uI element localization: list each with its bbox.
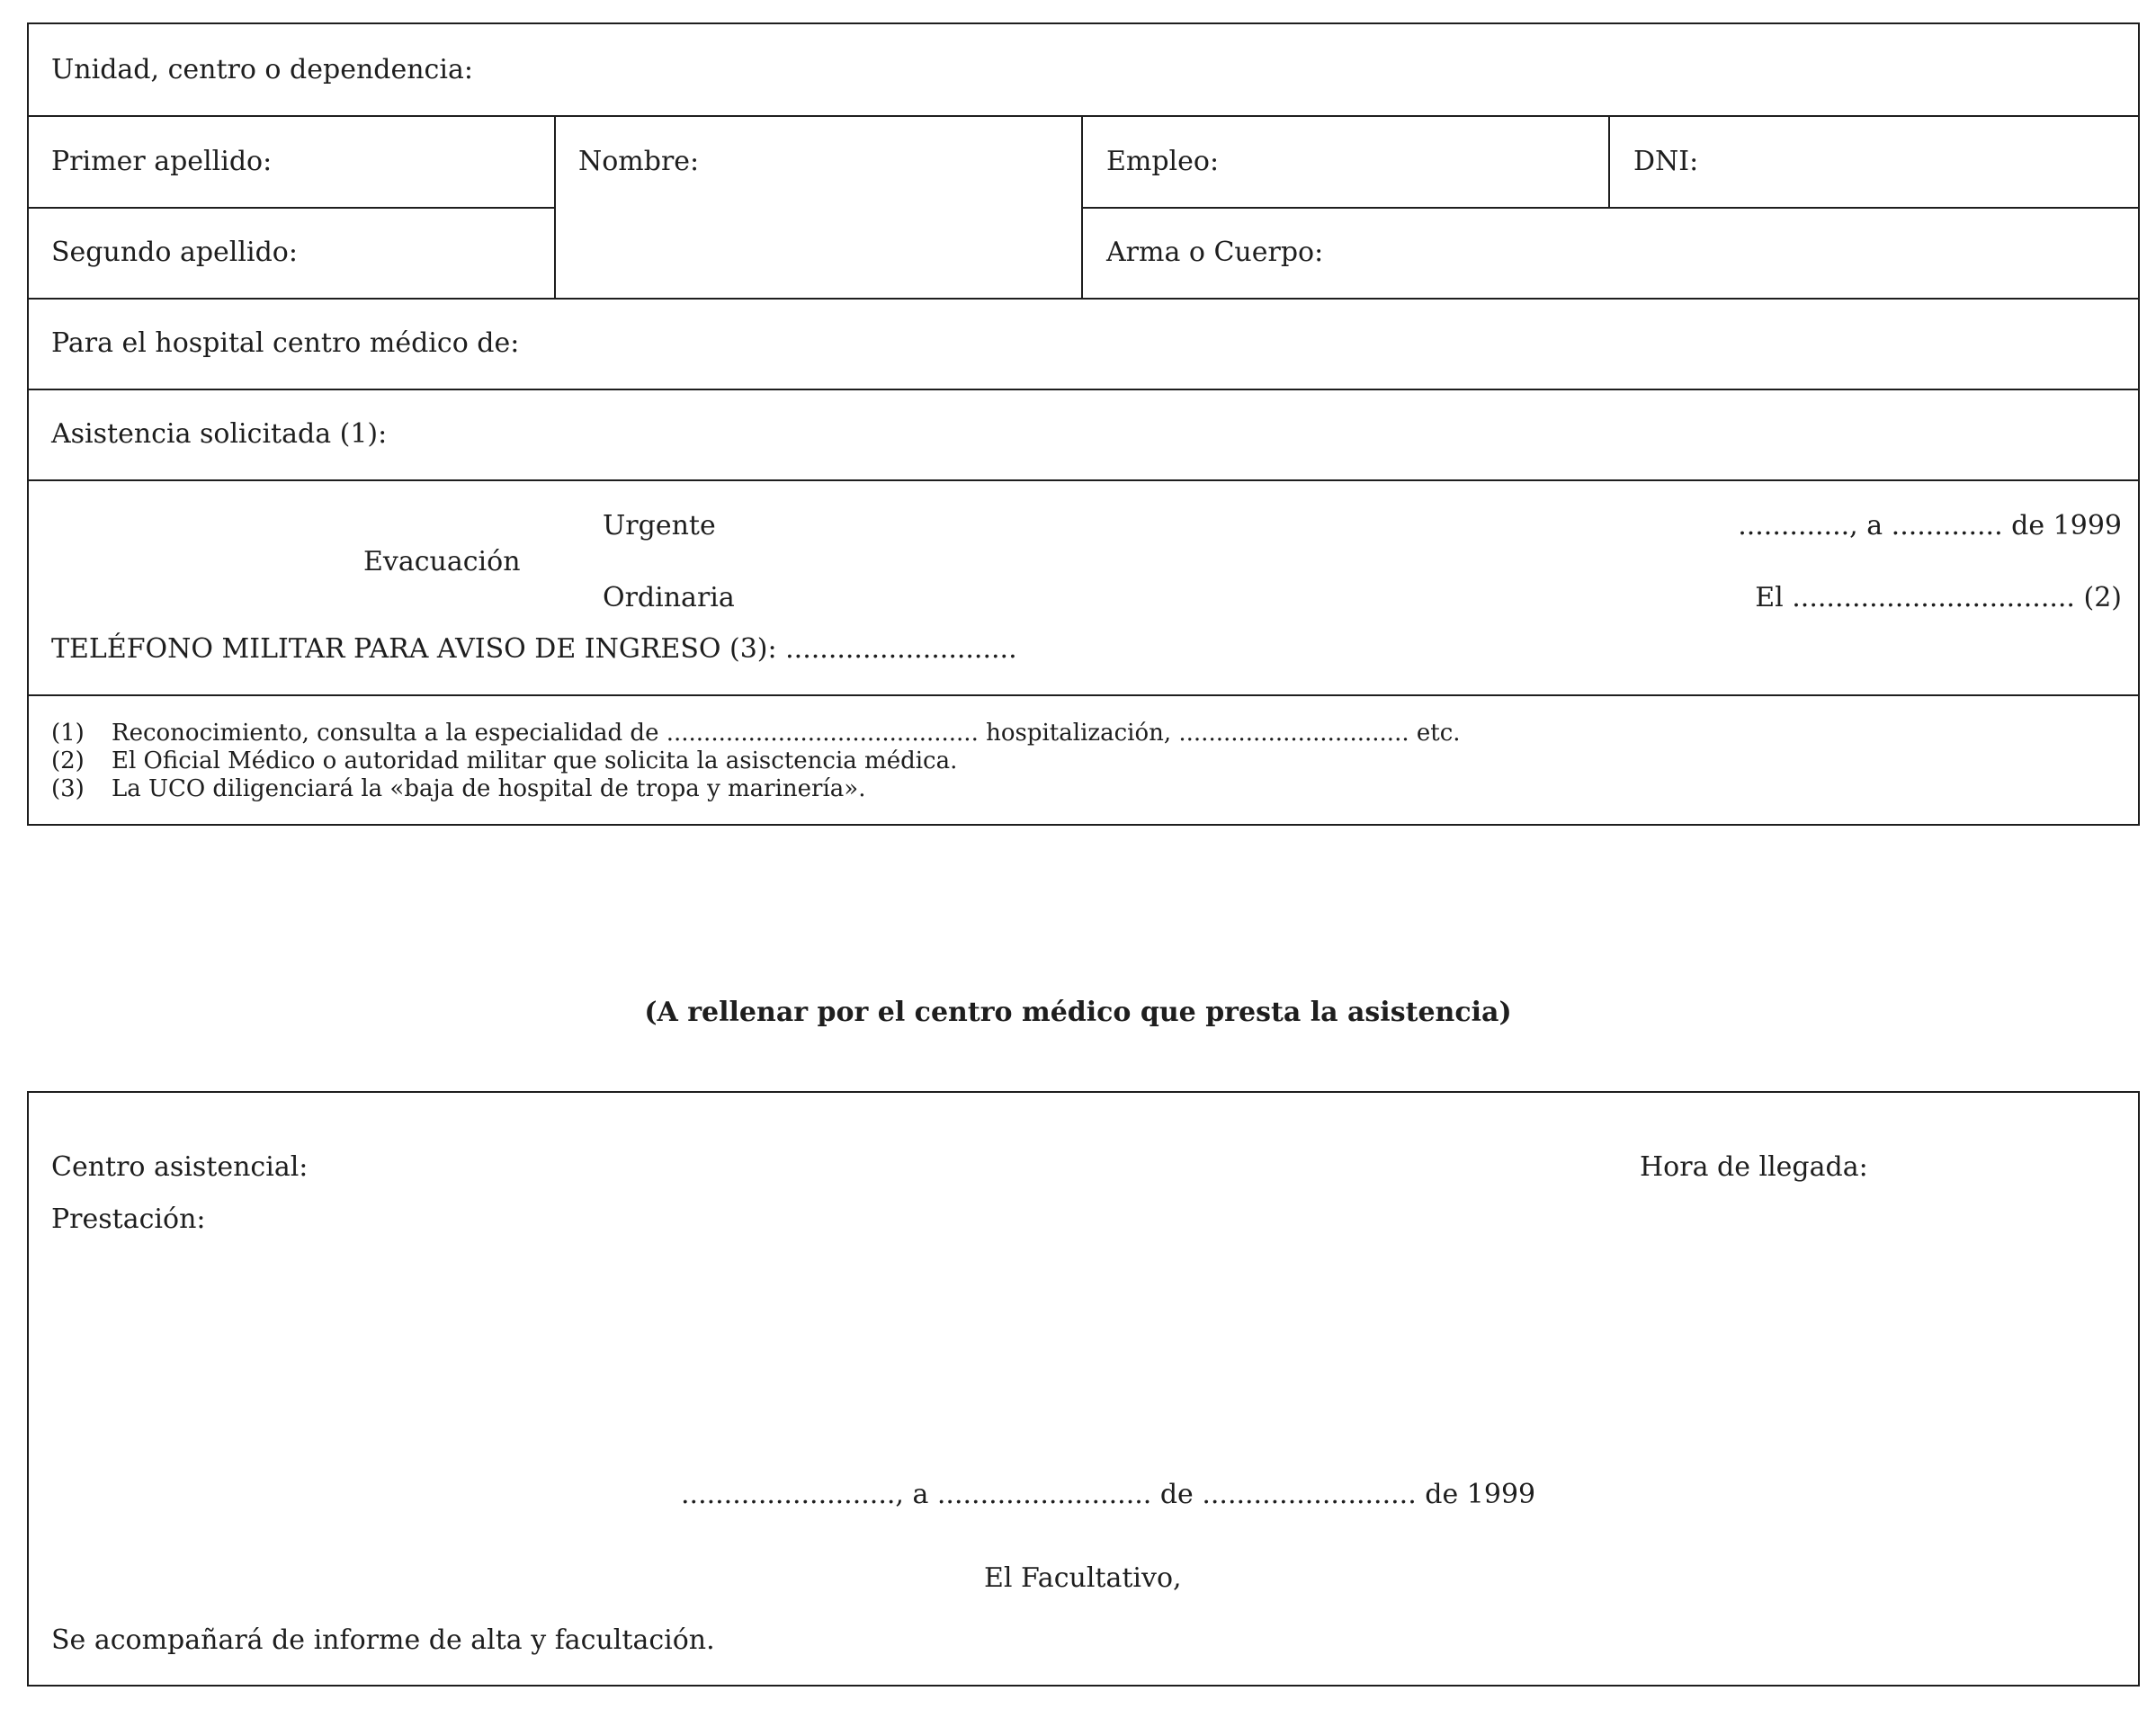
row-divider <box>27 207 556 209</box>
dni-field-label: DNI: <box>1633 146 1699 177</box>
unidad-field-label: Unidad, centro o dependencia: <box>51 54 473 85</box>
asistencia-field-label: Asistencia solicitada (1): <box>51 418 388 450</box>
col-divider <box>554 115 556 299</box>
col-divider <box>1608 115 1610 208</box>
row-divider <box>27 115 2140 117</box>
footnote-number: (1) <box>51 720 85 747</box>
footnote-text: La UCO diligenciará la «baja de hospital de tropa y marinería». <box>112 775 866 802</box>
row-divider <box>27 479 2140 481</box>
request-date-line: ............., a ............. de 1999 <box>1738 510 2122 541</box>
row-divider <box>27 694 2140 696</box>
informe-alta-note: Se acompañará de informe de alta y facultación. <box>51 1624 715 1656</box>
hospital-field-label: Para el hospital centro médico de: <box>51 327 520 359</box>
row-divider <box>27 389 2140 390</box>
hora-llegada-field-label: Hora de llegada: <box>1640 1151 1868 1183</box>
urgente-option: Urgente <box>603 510 716 541</box>
centro-asistencial-field-label: Centro asistencial: <box>51 1151 309 1183</box>
telefono-militar-line: TELÉFONO MILITAR PARA AVISO DE INGRESO (3): ........................... <box>51 633 1017 665</box>
assistance-date-line: ........................., a ......................... de ......................... de 1999 <box>681 1479 1536 1510</box>
ordinaria-option: Ordinaria <box>603 582 735 613</box>
nombre-field-label: Nombre: <box>578 146 700 177</box>
row-divider <box>1083 207 2140 209</box>
prestacion-field-label: Prestación: <box>51 1203 206 1235</box>
row-divider <box>27 298 2140 300</box>
segundo-apellido-field-label: Segundo apellido: <box>51 237 298 268</box>
primer-apellido-field-label: Primer apellido: <box>51 146 273 177</box>
arma-cuerpo-field-label: Arma o Cuerpo: <box>1106 237 1324 268</box>
evacuacion-label: Evacuación <box>363 546 521 577</box>
facultativo-signature-label: El Facultativo, <box>984 1562 1182 1594</box>
footnote-text: El Oficial Médico o autoridad militar que solicita la asisctencia médica. <box>112 747 958 774</box>
footnote-number: (3) <box>51 775 85 802</box>
footnote-text: Reconocimiento, consulta a la especialidad de .......................................... hospitalización, ............................... etc. <box>112 720 1461 747</box>
requester-signature-line: El ................................. (2) <box>1755 582 2122 613</box>
section-title: (A rellenar por el centro médico que presta la asistencia) <box>644 997 1512 1028</box>
empleo-field-label: Empleo: <box>1106 146 1220 177</box>
footnote-number: (2) <box>51 747 85 774</box>
col-divider <box>1081 115 1083 299</box>
